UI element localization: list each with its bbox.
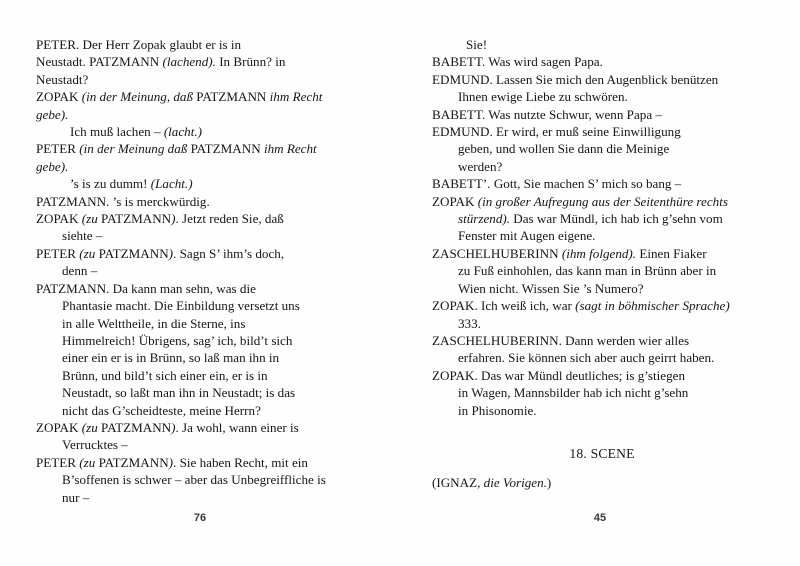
text-line [432, 88, 772, 105]
dialogue-text: PETER [36, 141, 80, 157]
page-right [400, 0, 800, 566]
text-line [36, 297, 372, 314]
stage-direction-text: ihm Recht [260, 141, 317, 157]
text-line [36, 71, 372, 88]
dialogue-text: Phantasie macht. Die Einbildung versetzt uns [62, 298, 300, 314]
stage-direction-text: (Lacht.) [150, 176, 193, 192]
stage-direction-text: ) [168, 245, 174, 261]
text-line [36, 489, 372, 506]
stage-direction-text: ) [168, 454, 174, 470]
dialogue-text: in Wagen, Mannsbilder hab ich nicht g’sehn [458, 385, 689, 401]
text-line [36, 436, 372, 453]
text-line [432, 140, 772, 157]
text-line [36, 367, 372, 384]
text-line [432, 175, 772, 192]
text-line [432, 227, 772, 244]
dialogue-text: Neustadt, so laßt man ihn in Neustadt; is das [62, 385, 296, 401]
stage-direction-text: (zu [79, 454, 99, 470]
dialogue-text: nicht das G’scheidteste, meine Herrn? [62, 402, 261, 418]
stage-direction-text: (zu [81, 211, 102, 227]
page-number-right: 45 [593, 512, 607, 524]
text-line [36, 315, 372, 332]
scene-cast-list [432, 474, 772, 491]
text-line [432, 315, 772, 332]
dialogue-text: ZOPAK [36, 211, 82, 227]
dialogue-text: Ihnen ewige Liebe zu schwören. [458, 89, 628, 105]
dialogue-text: Ich muß lachen – [70, 124, 164, 140]
text-line [432, 106, 772, 123]
scene-heading: 18. SCENE [569, 445, 635, 461]
text-line [36, 36, 372, 53]
text-line [36, 454, 372, 471]
text-line [432, 71, 772, 88]
dialogue-text: . Ja wohl, wann einer is [175, 419, 299, 435]
dialogue-text: (IGNAZ, [432, 475, 484, 491]
dialogue-text: PATZMANN [196, 89, 267, 105]
text-line [432, 193, 772, 210]
stage-direction-text: die Vorigen. [483, 475, 547, 491]
text-line [36, 227, 372, 244]
dialogue-text: ZOPAK [36, 89, 82, 105]
text-line [432, 384, 772, 401]
dialogue-text: BABETT’. Gott, Sie machen S’ mich so bang – [432, 176, 682, 192]
stage-direction-text: (in der Meinung daß [79, 141, 191, 157]
text-line [36, 262, 372, 279]
text-line [432, 349, 772, 366]
dialogue-text: B’soffenen is schwer – aber das Unbegreiffliche is [62, 472, 326, 488]
dialogue-text: ZASCHELHUBERINN. Dann werden wier alles [432, 332, 690, 348]
text-line [36, 280, 372, 297]
dialogue-text: PATZMANN [98, 245, 169, 261]
right-column-text [432, 36, 772, 492]
text-line [432, 297, 772, 314]
text-line [36, 158, 372, 175]
dialogue-text: BABETT. Was wird sagen Papa. [432, 54, 603, 70]
stage-direction-text: gebe). [36, 106, 69, 122]
stage-direction-text: (lachend). [162, 54, 216, 70]
dialogue-text: BABETT. Was nutzte Schwur, wenn Papa – [432, 106, 662, 122]
dialogue-text: Verrucktes – [62, 437, 128, 453]
dialogue-text: in alle Welttheile, in die Sterne, ins [62, 315, 246, 331]
dialogue-text: In Brünn? in [215, 54, 286, 70]
stage-direction-text: (in der Meinung, daß [81, 89, 197, 105]
dialogue-text: ZASCHELHUBERINN [432, 245, 562, 261]
dialogue-text: siehte – [62, 228, 103, 244]
text-line [36, 471, 372, 488]
dialogue-text: . Sagn S’ ihm’s doch, [173, 245, 285, 261]
text-line [432, 53, 772, 70]
dialogue-text: Einen Fiaker [636, 245, 707, 261]
dialogue-text: ZOPAK. Ich weiß ich, war [432, 298, 576, 314]
dialogue-text: ZOPAK. Das war Mündl deutliches; is g’stiegen [432, 367, 685, 383]
dialogue-text: PETER [36, 454, 80, 470]
stage-direction-text: stürzend). [458, 211, 511, 227]
dialogue-text: Himmelreich! Übrigens, sag’ ich, bild’t sich [62, 332, 293, 348]
stage-direction-text: ) [171, 419, 176, 435]
stage-direction-text: (sagt in böhmischer Sprache) [575, 298, 730, 314]
stage-direction-text: (zu [81, 419, 102, 435]
text-line [36, 106, 372, 123]
page-number-left: 76 [193, 512, 207, 524]
stage-direction-text: (zu [79, 245, 99, 261]
dialogue-text: PATZMANN [101, 211, 172, 227]
dialogue-text: werden? [458, 158, 503, 174]
dialogue-text: denn – [62, 263, 98, 279]
text-line [432, 36, 772, 53]
stage-direction-text: ) [171, 211, 176, 227]
text-line [36, 193, 372, 210]
text-line [36, 210, 372, 227]
dialogue-text: PETER [36, 245, 80, 261]
left-column-text [36, 36, 372, 506]
dialogue-text: PATZMANN [98, 454, 169, 470]
dialogue-text: PATZMANN [101, 419, 172, 435]
text-line [432, 210, 772, 227]
dialogue-text: in Phisonomie. [458, 402, 537, 418]
dialogue-text: . Sie haben Recht, mit ein [173, 454, 308, 470]
stage-direction-text: (ihm folgend). [561, 245, 637, 261]
text-line [432, 123, 772, 140]
text-line [36, 140, 372, 157]
dialogue-text: ) [546, 475, 552, 491]
text-line [432, 332, 772, 349]
dialogue-text: geben, und wollen Sie dann die Meinige [458, 141, 670, 157]
text-line [36, 175, 372, 192]
dialogue-text: . Jetzt reden Sie, daß [175, 211, 284, 227]
dialogue-text: Fenster mit Augen eigene. [458, 228, 596, 244]
left-lines-container [36, 36, 372, 506]
right-lines-container [432, 36, 772, 419]
dialogue-text: Brünn, und bild’t sich einer ein, er is in [62, 367, 268, 383]
dialogue-text: ’s is zu dumm! [70, 176, 151, 192]
dialogue-text: EDMUND. Lassen Sie mich den Augenblick benützen [432, 71, 719, 87]
text-line [36, 53, 372, 70]
dialogue-text: 333. [458, 315, 481, 331]
text-line [36, 123, 372, 140]
dialogue-text: nur – [62, 489, 90, 505]
dialogue-text: EDMUND. Er wird, er muß seine Einwilligung [432, 124, 681, 140]
dialogue-text: Sie! [466, 37, 488, 52]
stage-direction-text: (lacht.) [163, 124, 202, 140]
text-line [432, 245, 772, 262]
stage-direction-text: ihm Recht [266, 89, 323, 105]
dialogue-text: PETER. Der Herr Zopak glaubt er is in [36, 37, 242, 52]
dialogue-text: ZOPAK [432, 193, 478, 209]
dialogue-text: PATZMANN [190, 141, 261, 157]
dialogue-text: zu Fuß einhohlen, das kann man in Brünn aber in [458, 263, 717, 279]
dialogue-text: erfahren. Sie können sich aber auch geirrt haben. [458, 350, 715, 366]
text-line [36, 419, 372, 436]
dialogue-text: PATZMANN. Da kann man sehn, was die [36, 280, 256, 296]
text-line [36, 88, 372, 105]
text-line [36, 245, 372, 262]
dialogue-text: Wien nicht. Wissen Sie ’s Numero? [458, 280, 644, 296]
stage-direction-text: gebe). [36, 158, 69, 174]
stage-direction-text: (in großer Aufregung aus der Seitenthüre rechts [477, 193, 728, 209]
dialogue-text: einer ein er is in Brünn, so laß man ihn in [62, 350, 280, 366]
dialogue-text: Neustadt. PATZMANN [36, 54, 163, 70]
dialogue-text: ZOPAK [36, 419, 82, 435]
dialogue-text: Das war Mündl, ich hab ich g’sehn vom [510, 211, 723, 227]
text-line [432, 262, 772, 279]
dialogue-text: PATZMANN. ’s is merckwürdig. [36, 193, 210, 209]
text-line [432, 158, 772, 175]
text-line [36, 384, 372, 401]
text-line [432, 367, 772, 384]
text-line [432, 402, 772, 419]
text-line [36, 332, 372, 349]
dialogue-text: Neustadt? [36, 71, 89, 87]
text-line [432, 280, 772, 297]
text-line [36, 349, 372, 366]
text-line [36, 402, 372, 419]
